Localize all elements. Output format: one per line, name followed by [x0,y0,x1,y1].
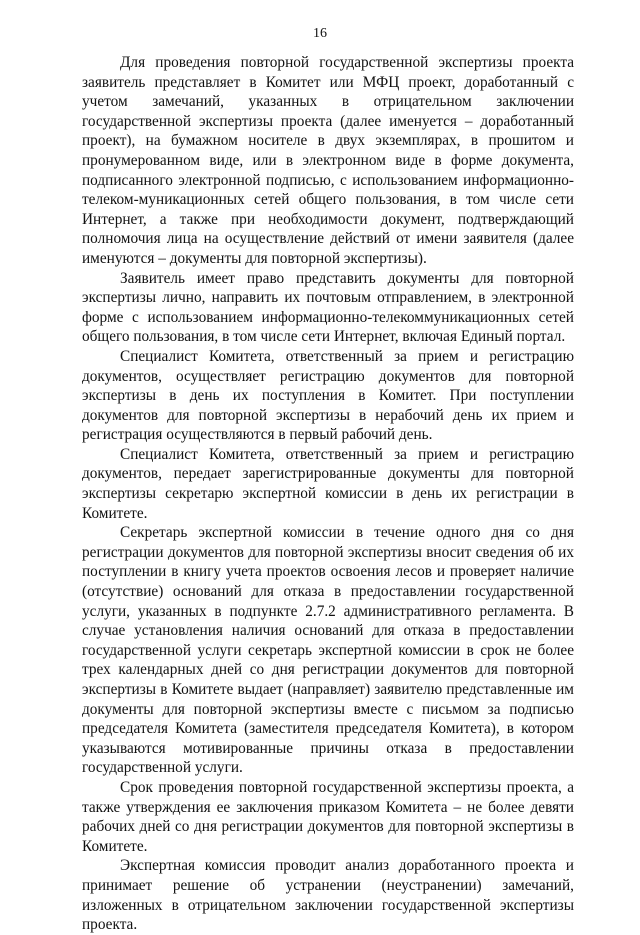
paragraph-term: Срок проведения повторной государственной экспертизы проекта, а также утверждения ее заключения приказом Комитета – не более девяти рабочих дней со дня регистрации документов для повторной экспертизы в Комитете. [82,778,574,855]
document-body [82,53,574,935]
paragraph-transfer-to-secretary: Специалист Комитета, ответственный за прием и регистрацию документов, передает зарегистрированные документы для повторной экспертизы секретарю экспертной комиссии в день их регистрации в Комитете. [82,445,574,522]
page-number: 16 [313,26,327,41]
paragraph-submission-methods: Заявитель имеет право представить документы для повторной экспертизы лично, направить их почтовым отправлением, в электронной форме с использованием информационно-телекоммуникационных сетей общего пользования, в том числе сети Интернет, включая Единый портал. [82,269,574,346]
paragraph-commission-analysis: Экспертная комиссия проводит анализ доработанного проекта и принимает решение об устранении (неустранении) замечаний, изложенных в отрицательном заключении государственной экспертизы проекта. [82,857,574,934]
paragraph-resubmission: Для проведения повторной государственной экспертизы проекта заявитель представляет в Комитет или МФЦ проект, доработанный с учетом замечаний, указанных в отрицательном заключении государственной экспертизы проекта (далее именуется – доработанный проект), на бумажном носителе в двух экземплярах, в прошитом и пронумерованном виде, или в электронном виде в форме документа, подписанного электронной подписью, с использованием информационно-телеком-муникационных сетей общего пользования, в том числе сети Интернет, а также при необходимости документ, подтверждающий полномочия лица на осуществление действий от имени заявителя (далее именуются – документы для повторной экспертизы). [82,54,574,267]
paragraph-registration: Специалист Комитета, ответственный за прием и регистрацию документов, осуществляет регистрацию документов для повторной экспертизы в день их поступления в Комитет. При поступлении документов для повторной экспертизы в нерабочий день их прием и регистрация осуществляются в первый рабочий день. [82,347,574,444]
paragraph-secretary-check: Секретарь экспертной комиссии в течение одного дня со дня регистрации документов для повторной экспертизы вносит сведения об их поступлении в книгу учета проектов освоения лесов и проверяет наличие (отсутствие) оснований для отказа в предоставлении государственной услуги, указанных в подпункте 2.7.2 административного регламента. В случае установления наличия оснований для отказа в предоставлении государственной услуги секретарь экспертной комиссии в срок не более трех календарных дней со дня регистрации документов для повторной экспертизы в Комитете выдает (направляет) заявителю представленные им документы для повторной экспертизы вместе с письмом за подписью председателя Комитета (заместителя председателя Комитета), в котором указываются мотивированные причины отказа в предоставлении государственной услуги. [82,524,574,777]
